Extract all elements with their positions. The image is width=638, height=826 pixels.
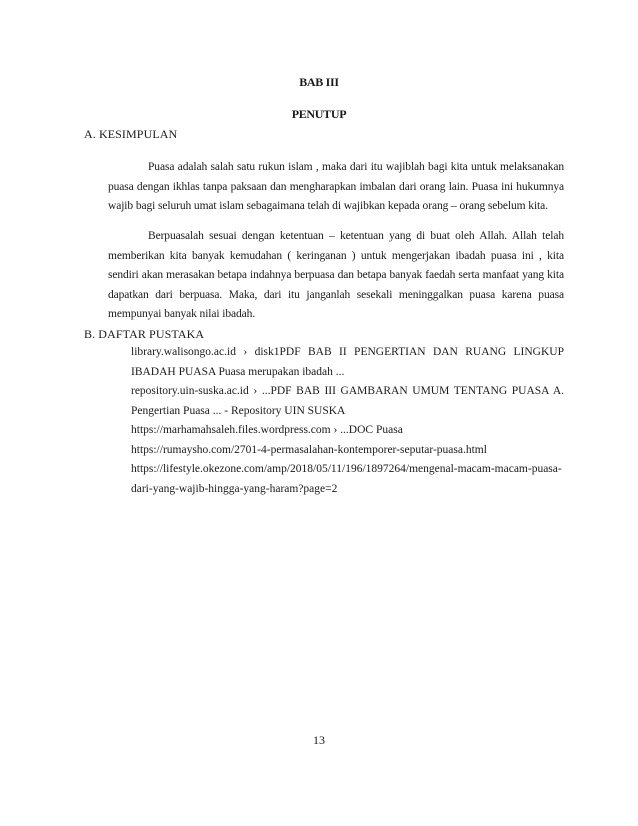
reference-item-5: https://lifestyle.okezone.com/amp/2018/05/11/196/1897264/mengenal-macam-macam-puasa-dari-yang-wajib-hingga-yang-haram?page=2 xyxy=(131,463,562,495)
chapter-title: PENUTUP xyxy=(291,107,347,121)
reference-item-1: library.walisongo.ac.id › disk1PDF BAB II PENGERTIAN DAN RUANG LINGKUP IBADAH PUASA Puasa merupakan ibadah ... xyxy=(131,346,564,378)
page-number: 13 xyxy=(313,733,325,747)
chapter-heading: BAB III xyxy=(299,75,339,89)
reference-item-3: https://marhamahsaleh.files.wordpress.com › ...DOC Puasa xyxy=(131,424,403,436)
reference-item-4: https://rumaysho.com/2701-4-permasalahan-kontemporer-seputar-puasa.html xyxy=(131,443,487,456)
reference-list xyxy=(131,343,564,499)
section-b-title: B. DAFTAR PUSTAKA xyxy=(84,327,205,341)
conclusion-paragraph-2: Berpuasalah sesuai dengan ketentuan – ketentuan yang di buat oleh Allah. Allah telah memberikan kita banyak kemudahan ( keringanan ) untuk mengerjakan ibadah puasa ini , kita sendiri akan merasakan betapa indahnya berpuasa dan betapa banyak faedah serta manfaat yang kita dapatkan dari berpuasa. Maka, dari itu janganlah sesekali meninggalkan puasa karena puasa mempunyai banyak nilai ibadah. xyxy=(108,230,564,320)
section-a-title: A. KESIMPULAN xyxy=(84,127,178,141)
reference-item-2: repository.uin-suska.ac.id › ...PDF BAB III GAMBARAN UMUM TENTANG PUASA A. Pengertian Puasa ... - Repository UIN SUSKA xyxy=(131,385,564,417)
conclusion-paragraph-1: Puasa adalah salah satu rukun islam , maka dari itu wajiblah bagi kita untuk melaksanakan puasa dengan ikhlas tanpa paksaan dan mengharapkan imbalan dari orang lain. Puasa ini hukumnya wajib bagi seluruh umat islam sebagaimana telah di wajibkan kepada orang – orang sebelum kita. xyxy=(108,161,564,212)
